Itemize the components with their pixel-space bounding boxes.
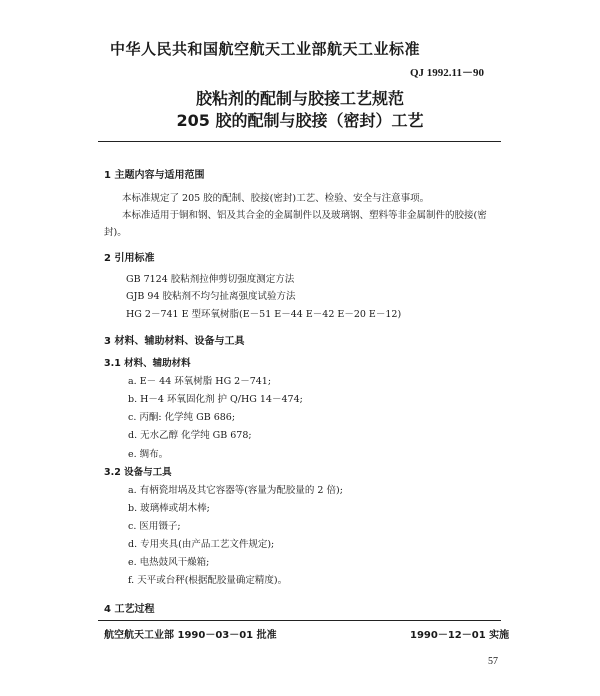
standard-code: QJ 1992.11－90: [410, 67, 484, 79]
implementation-date: 1990－12－01 实施: [410, 630, 510, 641]
list-item: c. 丙酮: 化学纯 GB 686;: [128, 412, 236, 423]
footer-rule: [98, 620, 501, 621]
section-4-heading: 4 工艺过程: [104, 604, 155, 615]
reference-item: GJB 94 胶粘剂不均匀扯离强度试验方法: [126, 291, 296, 302]
section-3-heading: 3 材料、辅助材料、设备与工具: [104, 336, 245, 347]
list-item: b. H－4 环氧固化剂 护 Q/HG 14－474;: [128, 394, 303, 405]
document-title-line2: 205 胶的配制与胶接（密封）工艺: [176, 111, 424, 130]
reference-item: GB 7124 胶粘剂拉伸剪切强度测定方法: [126, 274, 295, 285]
section-1-heading: 1 主题内容与适用范围: [104, 170, 205, 181]
page-number: 57: [488, 656, 498, 667]
section-1-paragraph-2: 本标准适用于铜和钢、铝及其合金的金属制件以及玻璃钢、塑料等非金属制件的胶接(密封)。: [104, 210, 487, 238]
section-2-heading: 2 引用标准: [104, 253, 155, 264]
list-item: d. 专用夹具(由产品工艺文件规定);: [128, 539, 275, 550]
subsection-3-1-heading: 3.1 材料、辅助材料: [104, 358, 191, 369]
list-item: f. 天平或台秤(根据配胶量确定精度)。: [128, 575, 288, 586]
list-item: c. 医用镊子;: [128, 521, 181, 532]
document-title-line1: 胶粘剂的配制与胶接工艺规范: [195, 89, 404, 108]
approval-statement: 航空航天工业部 1990－03－01 批准: [104, 630, 277, 641]
list-item: e. 电热鼓风干燥箱;: [128, 557, 210, 568]
issuing-organization: 中华人民共和国航空航天工业部航天工业标准: [110, 40, 421, 58]
header-rule: [98, 141, 501, 142]
list-item: d. 无水乙醇 化学纯 GB 678;: [128, 430, 252, 441]
section-1-paragraph-1: 本标准规定了 205 胶的配制、胶接(密封)工艺、检验、安全与注意事项。: [122, 193, 430, 204]
list-item: b. 玻璃棒或胡木棒;: [128, 503, 210, 514]
subsection-3-2-heading: 3.2 设备与工具: [104, 467, 172, 478]
list-item: a. E－ 44 环氧树脂 HG 2－741;: [128, 376, 272, 387]
list-item: a. 有柄瓷坩埚及其它容器等(容量为配胶量的 2 倍);: [128, 485, 343, 496]
list-item: e. 绸布。: [128, 449, 169, 460]
reference-item: HG 2－741 E 型环氧树脂(E－51 E－44 E－42 E－20 E－12): [126, 309, 402, 320]
